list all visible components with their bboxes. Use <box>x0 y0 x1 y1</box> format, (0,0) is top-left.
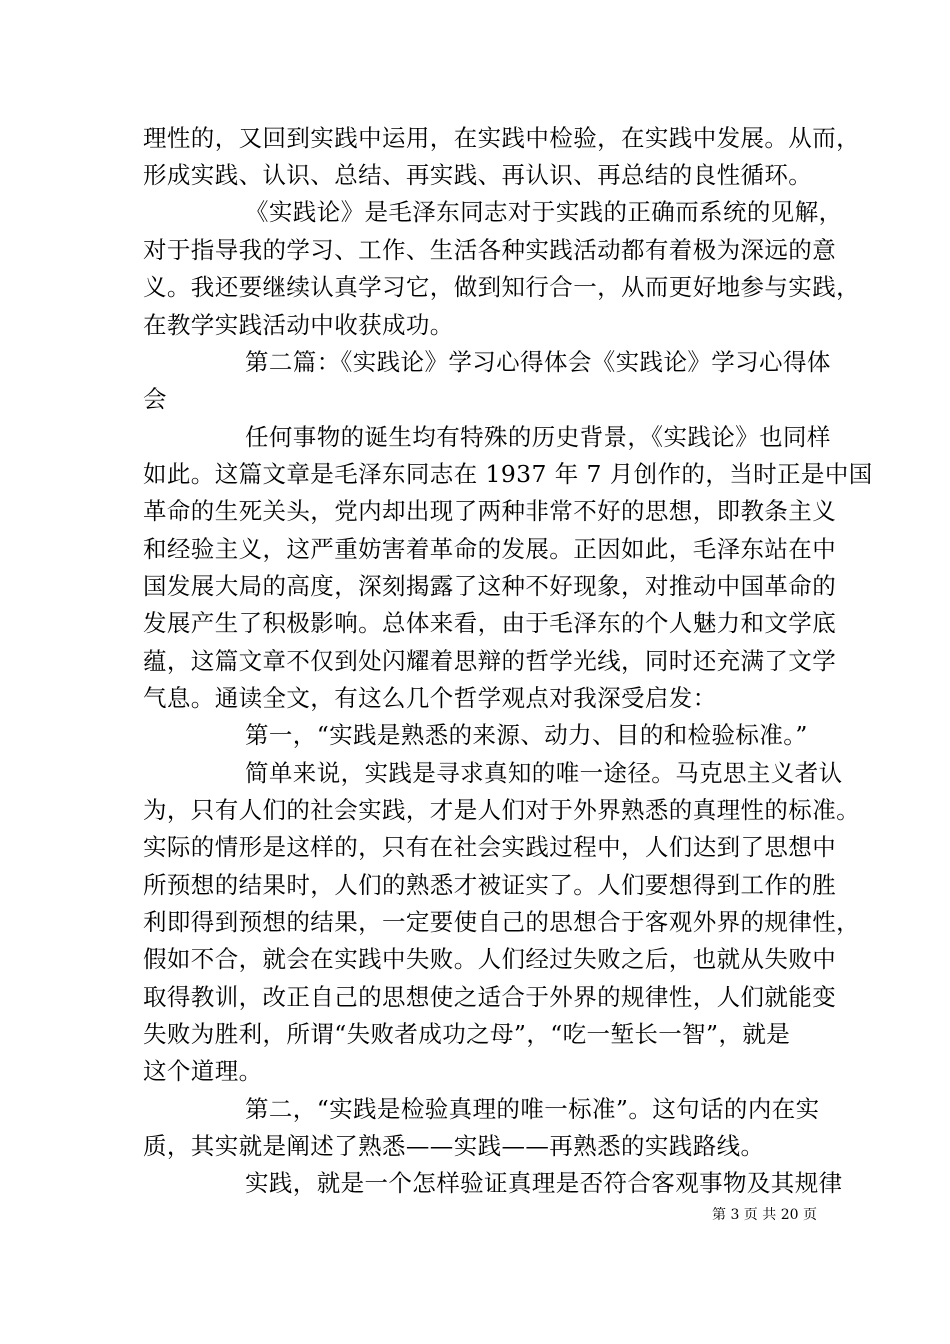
paragraph-start: 简单来说，实践是寻求真知的唯一途径。马克思主义者认 <box>245 759 843 787</box>
text-line: 和经验主义，这严重妨害着革命的发展。正因如此，毛泽东站在中 <box>143 535 837 563</box>
text-line: 蕴，这篇文章不仅到处闪耀着思辩的哲学光线，同时还充满了文学 <box>143 647 837 675</box>
section-heading: 第二篇：《实践论》学习心得体会《实践论》学习心得体 <box>245 348 831 376</box>
text-line: 革命的生死关头，党内却出现了两种非常不好的思想，即教条主义 <box>143 497 837 525</box>
text-line: 利即得到预想的结果，一定要使自己的思想合于客观外界的规律性， <box>143 908 860 936</box>
text-line: 发展产生了积极影响。总体来看，由于毛泽东的个人魅力和文学底 <box>143 609 837 637</box>
text-line: 在教学实践活动中收获成功。 <box>143 311 454 339</box>
text-line: 为，只有人们的社会实践，才是人们对于外界熟悉的真理性的标准。 <box>143 796 860 824</box>
text-line: 形成实践、认识、总结、再实践、再认识、再总结的良性循环。 <box>143 161 813 189</box>
point-heading: 第一，“实践是熟悉的来源、动力、目的和检验标准。” <box>245 721 808 749</box>
text-line: 质，其实就是阐述了熟悉——实践——再熟悉的实践路线。 <box>143 1132 765 1160</box>
text-line: 失败为胜利，所谓“失败者成功之母”，“吃一堑长一智”，就是 <box>143 1020 791 1048</box>
text-line: 义。我还要继续认真学习它，做到知行合一，从而更好地参与实践， <box>143 273 860 301</box>
paragraph-start: 实践，就是一个怎样验证真理是否符合客观事物及其规律 <box>245 1169 843 1197</box>
text-line: 气息。通读全文，有这么几个哲学观点对我深受启发： <box>143 684 717 712</box>
paragraph-start: 任何事物的诞生均有特殊的历史背景，《实践论》也同样 <box>245 423 831 451</box>
text-line: 这个道理。 <box>143 1057 263 1085</box>
page-number-footer: 第 3 页 共 20 页 <box>712 1207 817 1223</box>
text-line: 国发展大局的高度，深刻揭露了这种不好现象，对推动中国革命的 <box>143 572 837 600</box>
text-line: 实际的情形是这样的，只有在社会实践过程中，人们达到了思想中 <box>143 833 837 861</box>
text-line: 假如不合，就会在实践中失败。人们经过失败之后，也就从失败中 <box>143 945 837 973</box>
point-heading: 第二，“实践是检验真理的唯一标准”。这句话的内在实 <box>245 1095 820 1123</box>
text-line: 如此。这篇文章是毛泽东同志在 1937 年 7 月创作的，当时正是中国 <box>143 460 873 488</box>
text-line: 理性的，又回到实践中运用，在实践中检验，在实践中发展。从而， <box>143 124 860 152</box>
text-line: 所预想的结果时，人们的熟悉才被证实了。人们要想得到工作的胜 <box>143 871 837 899</box>
text-line: 对于指导我的学习、工作、生活各种实践活动都有着极为深远的意 <box>143 236 837 264</box>
text-line: 取得教训，改正自己的思想使之适合于外界的规律性，人们就能变 <box>143 983 837 1011</box>
paragraph-start: 《实践论》是毛泽东同志对于实践的正确而系统的见解， <box>245 198 843 226</box>
section-heading-cont: 会 <box>143 385 167 413</box>
